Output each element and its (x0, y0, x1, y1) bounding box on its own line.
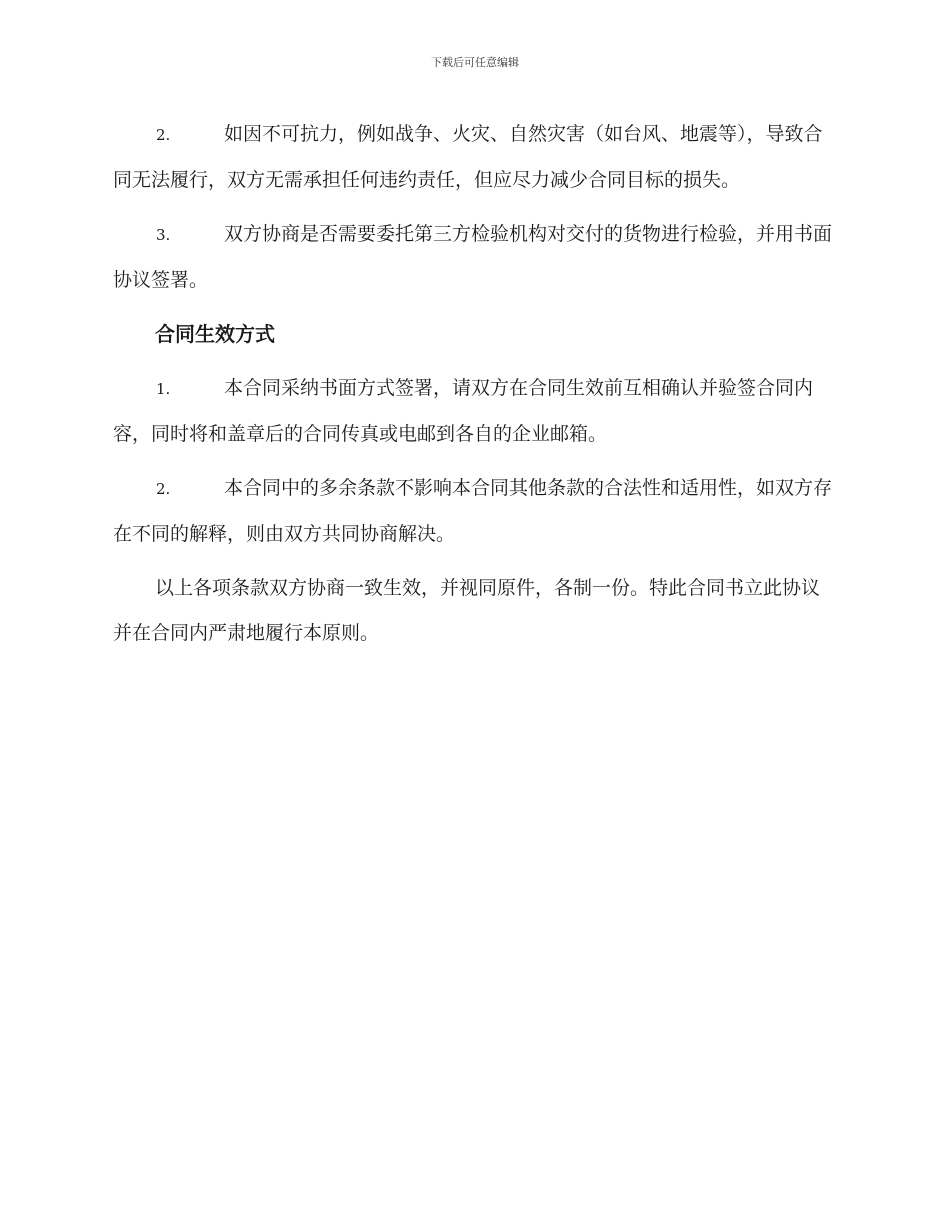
list-text: 本合同采纳书面方式签署，请双方在合同生效前互相确认并验签合同内容，同时将和盖章后的合同传真或电邮到各自的企业邮箱。 (113, 377, 814, 445)
list-text: 如因不可抗力，例如战争、火灾、自然灾害（如台风、地震等），导致合同无法履行，双方无需承担任何违约责任，但应尽力减少合同目标的损失。 (113, 123, 823, 191)
closing-paragraph: 以上各项条款双方协商一致生效，并视同原件，各制一份。特此合同书立此协议并在合同内严肃地履行本原则。 (113, 577, 821, 644)
list-number: 2. (156, 126, 171, 144)
list-item (113, 212, 837, 303)
list-number: 2. (156, 480, 171, 498)
list-text: 本合同中的多余条款不影响本合同其他条款的合法性和适用性，如双方存在不同的解释，则由双方共同协商解决。 (113, 477, 833, 545)
section-heading: 合同生效方式 (155, 322, 275, 346)
list-item (113, 366, 837, 457)
list-text: 双方协商是否需要委托第三方检验机构对交付的货物进行检验，并用书面协议签署。 (113, 223, 833, 291)
list-number: 1. (156, 380, 171, 398)
list-number: 3. (156, 226, 171, 244)
page-header: 下载后可任意编辑 (431, 56, 519, 69)
list-item (113, 112, 837, 203)
document-body (113, 112, 837, 665)
list-item (113, 466, 837, 557)
